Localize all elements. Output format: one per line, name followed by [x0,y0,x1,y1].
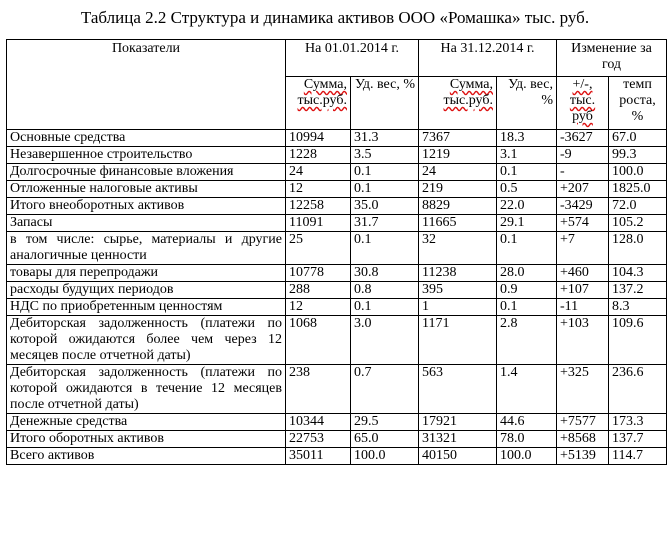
row-label: Итого внеоборотных активов [7,198,286,215]
header-delta-label: +/-, тыс. руб [569,77,596,124]
header-growth: темп роста, % [609,77,667,130]
cell-sum-start: 1228 [286,147,351,164]
table-row [7,431,667,448]
cell-delta: +207 [557,181,609,198]
cell-growth: 114.7 [609,448,667,465]
row-label: Отложенные налоговые активы [7,181,286,198]
cell-share-end: 78.0 [497,431,557,448]
cell-sum-end: 17921 [419,414,497,431]
table-row [7,265,667,282]
cell-share-end: 0.5 [497,181,557,198]
cell-sum-start: 10778 [286,265,351,282]
table-row [7,198,667,215]
cell-share-end: 1.4 [497,365,557,414]
cell-delta: +107 [557,282,609,299]
cell-sum-end: 31321 [419,431,497,448]
cell-delta: +8568 [557,431,609,448]
cell-share-start: 65.0 [351,431,419,448]
cell-share-end: 2.8 [497,316,557,365]
cell-delta: -3627 [557,130,609,147]
cell-growth: 8.3 [609,299,667,316]
table-row [7,181,667,198]
header-change: Изменение за год [557,40,667,77]
table-title: Таблица 2.2 Структура и динамика активов ООО «Ромашка» тыс. руб. [80,8,590,27]
cell-sum-end: 1219 [419,147,497,164]
header-indicator: Показатели [7,40,286,130]
row-label: Итого оборотных активов [7,431,286,448]
row-label: Всего активов [7,448,286,465]
header-period-end: На 31.12.2014 г. [419,40,557,77]
table-row [7,147,667,164]
cell-share-start: 29.5 [351,414,419,431]
cell-share-end: 3.1 [497,147,557,164]
cell-delta: +7577 [557,414,609,431]
cell-sum-end: 1171 [419,316,497,365]
cell-delta: -9 [557,147,609,164]
cell-sum-start: 22753 [286,431,351,448]
cell-share-start: 100.0 [351,448,419,465]
cell-delta: -3429 [557,198,609,215]
cell-growth: 109.6 [609,316,667,365]
cell-share-start: 3.5 [351,147,419,164]
cell-sum-end: 11665 [419,215,497,232]
table-row [7,164,667,181]
cell-share-start: 31.3 [351,130,419,147]
row-label: Основные средства [7,130,286,147]
header-sum-start [286,77,351,130]
table-row [7,282,667,299]
cell-growth: 173.3 [609,414,667,431]
cell-sum-end: 24 [419,164,497,181]
cell-share-start: 0.8 [351,282,419,299]
cell-share-end: 44.6 [497,414,557,431]
table-row [7,316,667,365]
cell-sum-end: 395 [419,282,497,299]
cell-sum-start: 238 [286,365,351,414]
cell-share-start: 30.8 [351,265,419,282]
cell-share-end: 0.1 [497,164,557,181]
cell-delta: +103 [557,316,609,365]
cell-sum-end: 7367 [419,130,497,147]
cell-share-end: 22.0 [497,198,557,215]
row-label: Дебиторская задолженность (платежи по которой ожидаются более чем через 12 месяцев после отчетной даты) [7,316,286,365]
cell-growth: 100.0 [609,164,667,181]
cell-growth: 99.3 [609,147,667,164]
table-row [7,365,667,414]
cell-sum-start: 24 [286,164,351,181]
cell-share-end: 28.0 [497,265,557,282]
cell-share-end: 29.1 [497,215,557,232]
cell-share-start: 3.0 [351,316,419,365]
row-label: товары для перепродажи [7,265,286,282]
cell-sum-start: 10994 [286,130,351,147]
row-label: Долгосрочные финансовые вложения [7,164,286,181]
cell-delta: +5139 [557,448,609,465]
cell-share-end: 0.1 [497,299,557,316]
table-row [7,299,667,316]
cell-sum-start: 35011 [286,448,351,465]
row-label: Денежные средства [7,414,286,431]
cell-share-end: 18.3 [497,130,557,147]
cell-delta: - [557,164,609,181]
header-share-end: Уд. вес, % [497,77,557,130]
assets-table [6,39,667,465]
cell-sum-start: 12258 [286,198,351,215]
row-label: Незавершенное строительство [7,147,286,164]
cell-delta: +574 [557,215,609,232]
cell-growth: 128.0 [609,232,667,265]
cell-sum-start: 10344 [286,414,351,431]
cell-growth: 104.3 [609,265,667,282]
cell-sum-end: 32 [419,232,497,265]
cell-growth: 137.7 [609,431,667,448]
table-row [7,232,667,265]
cell-share-start: 0.1 [351,299,419,316]
header-delta [557,77,609,130]
cell-share-end: 0.9 [497,282,557,299]
cell-growth: 72.0 [609,198,667,215]
table-row [7,215,667,232]
cell-sum-start: 288 [286,282,351,299]
row-label: в том числе: сырье, материалы и другие аналогичные ценности [7,232,286,265]
header-row-periods [7,40,667,77]
row-label: Дебиторская задолженность (платежи по которой ожидаются в течение 12 месяцев после отчетной даты) [7,365,286,414]
cell-share-start: 0.1 [351,181,419,198]
cell-share-end: 100.0 [497,448,557,465]
cell-growth: 236.6 [609,365,667,414]
cell-sum-end: 219 [419,181,497,198]
header-sum-end [419,77,497,130]
cell-sum-start: 12 [286,181,351,198]
cell-sum-end: 8829 [419,198,497,215]
cell-share-start: 0.7 [351,365,419,414]
header-sum-start-label: Сумма, тыс.руб. [297,77,347,108]
cell-sum-start: 25 [286,232,351,265]
cell-sum-end: 40150 [419,448,497,465]
cell-delta: +460 [557,265,609,282]
cell-sum-end: 1 [419,299,497,316]
cell-share-start: 0.1 [351,164,419,181]
table-row [7,130,667,147]
table-row [7,414,667,431]
header-sum-end-label: Сумма, тыс.руб. [443,77,493,108]
cell-share-start: 31.7 [351,215,419,232]
cell-sum-end: 11238 [419,265,497,282]
cell-growth: 137.2 [609,282,667,299]
header-share-start: Уд. вес, % [351,77,419,130]
cell-sum-start: 1068 [286,316,351,365]
cell-share-start: 35.0 [351,198,419,215]
cell-delta: +325 [557,365,609,414]
row-label: Запасы [7,215,286,232]
cell-delta: +7 [557,232,609,265]
cell-growth: 105.2 [609,215,667,232]
row-label: НДС по приобретенным ценностям [7,299,286,316]
cell-sum-end: 563 [419,365,497,414]
cell-share-start: 0.1 [351,232,419,265]
header-period-start: На 01.01.2014 г. [286,40,419,77]
table-row [7,448,667,465]
row-label: расходы будущих периодов [7,282,286,299]
cell-share-end: 0.1 [497,232,557,265]
cell-growth: 67.0 [609,130,667,147]
cell-delta: -11 [557,299,609,316]
cell-sum-start: 12 [286,299,351,316]
cell-sum-start: 11091 [286,215,351,232]
cell-growth: 1825.0 [609,181,667,198]
